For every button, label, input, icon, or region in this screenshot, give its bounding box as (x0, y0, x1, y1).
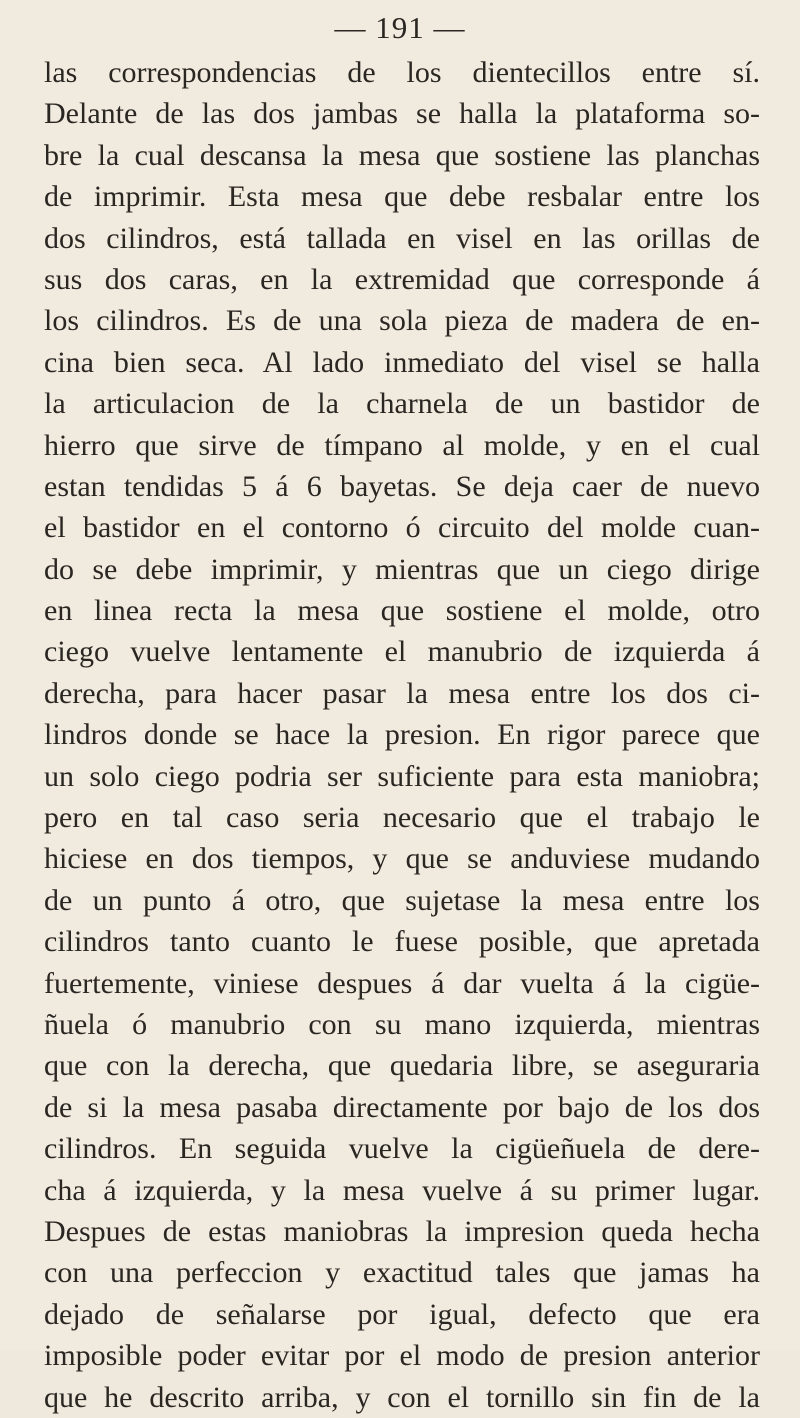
text-line: cilindros tanto cuanto le fuese posible, que apretada (44, 925, 760, 959)
text-line: imposible poder evitar por el modo de presion anterior (44, 1339, 760, 1373)
text-line: estan tendidas 5 á 6 bayetas. Se deja caer de nuevo (44, 469, 760, 503)
text-line: la articulacion de la charnela de un bastidor de (44, 387, 760, 421)
text-line: que he descrito arriba, y con el tornillo sin fin de la (44, 1380, 760, 1414)
text-line: dos cilindros, está tallada en visel en las orillas de (44, 221, 760, 255)
text-line: con una perfeccion y exactitud tales que jamas ha (44, 1256, 760, 1290)
text-line: Delante de las dos jambas se halla la plataforma so- (44, 97, 760, 131)
text-line: las correspondencias de los dientecillos entre sí. (44, 56, 760, 89)
body-text (44, 52, 760, 1418)
text-line: hierro que sirve de tímpano al molde, y en el cual (44, 428, 760, 462)
text-line: ñuela ó manubrio con su mano izquierda, mientras (44, 1007, 760, 1041)
page-number: — 191 — (334, 10, 466, 45)
text-line: dejado de señalarse por igual, defecto que era (44, 1297, 760, 1331)
text-line: fuertemente, viniese despues á dar vuelta á la cigüe- (44, 966, 760, 1000)
text-line: de imprimir. Esta mesa que debe resbalar entre los (44, 180, 760, 214)
text-line: lindros donde se hace la presion. En rigor parece que (44, 718, 760, 752)
text-line: bre la cual descansa la mesa que sostiene las planchas (44, 138, 760, 172)
text-line: Despues de estas maniobras la impresion queda hecha (44, 1214, 760, 1248)
text-line: hiciese en dos tiempos, y que se anduviese mudando (44, 842, 760, 876)
text-line: cilindros. En seguida vuelve la cigüeñuela de dere- (44, 1132, 760, 1166)
text-line: cha á izquierda, y la mesa vuelve á su primer lugar. (44, 1173, 760, 1207)
text-line: el bastidor en el contorno ó circuito del molde cuan- (44, 511, 760, 545)
text-line: sus dos caras, en la extremidad que corresponde á (44, 262, 760, 296)
text-line: en linea recta la mesa que sostiene el molde, otro (44, 594, 760, 628)
text-line: cina bien seca. Al lado inmediato del visel se halla (44, 345, 760, 379)
text-line: un solo ciego podria ser suficiente para esta maniobra; (44, 759, 760, 793)
text-line: pero en tal caso seria necesario que el trabajo le (44, 801, 760, 835)
text-line: derecha, para hacer pasar la mesa entre los dos ci- (44, 676, 760, 710)
text-line: do se debe imprimir, y mientras que un ciego dirige (44, 552, 760, 586)
text-line: que con la derecha, que quedaria libre, se aseguraria (44, 1049, 760, 1083)
text-line: ciego vuelve lentamente el manubrio de izquierda á (44, 635, 760, 669)
text-line: los cilindros. Es de una sola pieza de madera de en- (44, 304, 760, 338)
text-line: de si la mesa pasaba directamente por bajo de los dos (44, 1090, 760, 1124)
text-line: de un punto á otro, que sujetase la mesa entre los (44, 883, 760, 917)
